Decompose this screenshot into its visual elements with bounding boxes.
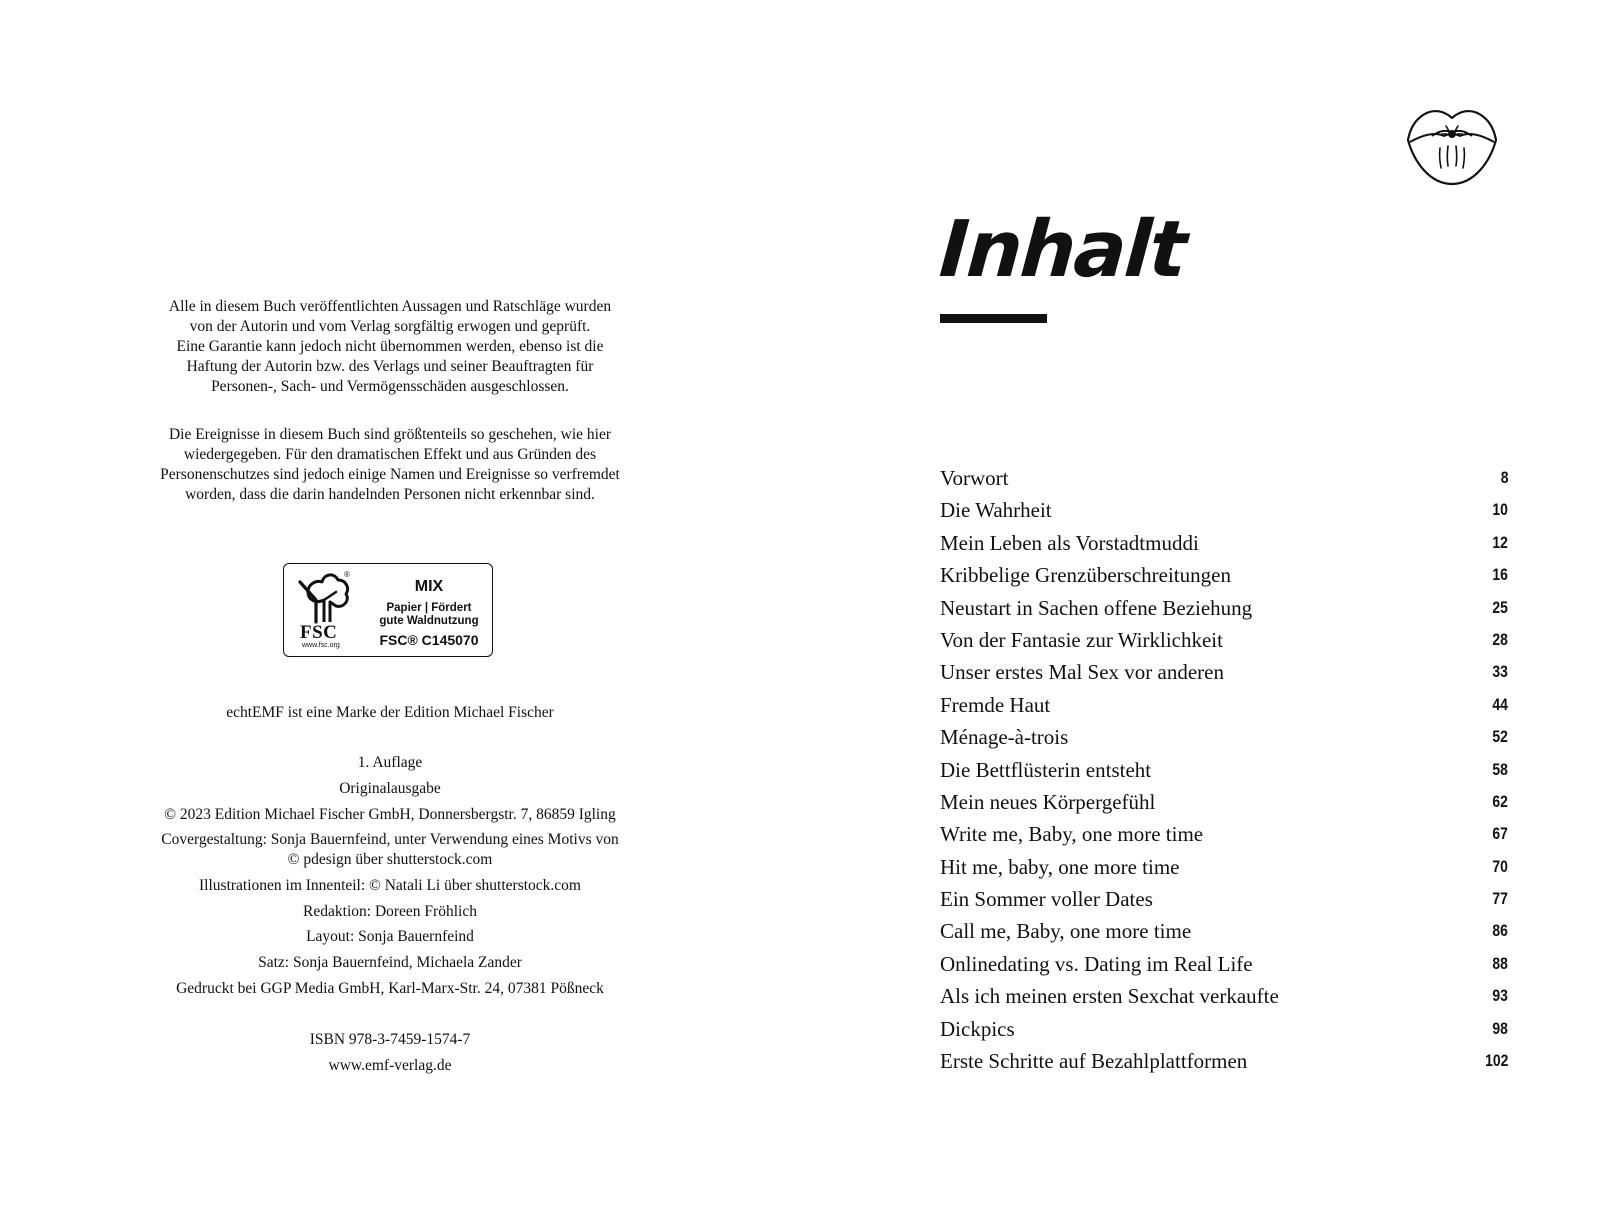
toc-entry-page: 70 — [1492, 856, 1508, 876]
toc-entry-page: 58 — [1492, 759, 1508, 779]
toc-entry-title: Von der Fantasie zur Wirklichkeit — [940, 627, 1223, 652]
toc-entry — [940, 883, 1508, 915]
toc-entry-page: 86 — [1492, 921, 1508, 941]
toc-entry-page: 77 — [1492, 889, 1508, 909]
toc-entry — [940, 786, 1508, 818]
toc-entry-page: 10 — [1492, 500, 1508, 520]
toc-entry-page: 67 — [1492, 824, 1508, 844]
disclaimer-line: von der Autorin und vom Verlag sorgfältig erwogen und geprüft. — [189, 318, 591, 335]
imprint-page — [120, 0, 660, 1211]
events-note-line: Die Ereignisse in diesem Buch sind größtenteils so geschehen, wie hier — [168, 426, 612, 443]
fsc-registered-mark: ® — [344, 570, 350, 579]
toc-entry-title: Onlinedating vs. Dating im Real Life — [940, 951, 1253, 976]
disclaimer-line: Haftung der Autorin bzw. des Verlags und seiner Beauftragten für — [186, 358, 594, 375]
toc-entry-title: Kribbelige Grenzüberschreitungen — [940, 563, 1231, 588]
toc-entry-page: 33 — [1492, 662, 1508, 682]
events-note-line: worden, dass die darin handelnden Personen nicht erkennbar sind. — [185, 486, 595, 503]
toc-entry-title: Mein neues Körpergefühl — [940, 789, 1156, 814]
illustrations-credit: Illustrationen im Innenteil: © Natali Li über shutterstock.com — [199, 877, 581, 894]
toc-entry — [940, 754, 1508, 786]
toc-entry — [940, 656, 1508, 688]
fsc-logo-word: FSC — [300, 622, 338, 643]
toc-entry-page: 8 — [1500, 468, 1508, 487]
disclaimer-line: Alle in diesem Buch veröffentlichten Aussagen und Ratschläge wurden — [168, 298, 612, 315]
brand-note: echtEMF ist eine Marke der Edition Michael Fischer — [226, 704, 554, 721]
toc-entry — [940, 1013, 1508, 1045]
disclaimer-line: Eine Garantie kann jedoch nicht übernommen werden, ebenso ist die — [176, 338, 604, 355]
toc-entry — [940, 1045, 1508, 1077]
toc-entry — [940, 721, 1508, 753]
toc-entry — [940, 559, 1508, 591]
toc-entry-page: 16 — [1492, 565, 1508, 585]
toc-entry — [940, 689, 1508, 721]
toc-entry — [940, 462, 1508, 494]
toc-list — [940, 462, 1508, 1077]
publisher-website: www.emf-verlag.de — [328, 1057, 452, 1074]
toc-entry-title: Ménage-à-trois — [940, 725, 1069, 750]
toc-entry-title: Neustart in Sachen offene Beziehung — [940, 595, 1253, 620]
toc-entry-page: 25 — [1492, 597, 1508, 617]
fsc-license-code: FSC® C145070 — [379, 632, 479, 648]
cover-credit-line: © pdesign über shutterstock.com — [287, 851, 493, 868]
toc-entry-title: Die Bettflüsterin entsteht — [940, 757, 1152, 782]
toc-entry-page: 88 — [1492, 953, 1508, 973]
fsc-logo-url: www.fsc.org — [302, 642, 340, 649]
toc-entry — [940, 624, 1508, 656]
toc-entry-page: 12 — [1492, 532, 1508, 552]
fsc-label — [283, 563, 493, 657]
toc-entry-title: Erste Schritte auf Bezahlplattformen — [940, 1049, 1248, 1074]
copyright-line: © 2023 Edition Michael Fischer GmbH, Donnersbergstr. 7, 86859 Igling — [164, 806, 616, 823]
toc-entry-title: Mein Leben als Vorstadtmuddi — [940, 530, 1199, 555]
toc-entry — [940, 980, 1508, 1012]
toc-entry-page: 62 — [1492, 791, 1508, 811]
fsc-description-line: Papier | Fördert — [386, 602, 472, 614]
cover-credit-line: Covergestaltung: Sonja Bauernfeind, unter Verwendung eines Motivs von — [161, 831, 619, 848]
toc-entry-title: Call me, Baby, one more time — [940, 919, 1192, 944]
cover-credit — [120, 830, 660, 870]
toc-entry-page: 102 — [1484, 1051, 1508, 1071]
toc-entry-title: Unser erstes Mal Sex vor anderen — [940, 660, 1224, 685]
toc-entry-page: 93 — [1492, 986, 1508, 1006]
toc-entry — [940, 915, 1508, 947]
toc-entry-title: Als ich meinen ersten Sexchat verkaufte — [940, 984, 1279, 1009]
toc-entry-title: Dickpics — [940, 1016, 1015, 1041]
toc-entry — [940, 948, 1508, 980]
toc-entry-title: Write me, Baby, one more time — [940, 822, 1204, 847]
toc-entry-page: 98 — [1492, 1018, 1508, 1038]
toc-entry — [940, 527, 1508, 559]
toc-entry-title: Ein Sommer voller Dates — [940, 887, 1153, 912]
toc-entry — [940, 494, 1508, 526]
toc-entry-title: Vorwort — [940, 466, 1009, 490]
fsc-mix-label: MIX — [414, 578, 444, 595]
toc-entry-title: Hit me, baby, one more time — [940, 854, 1180, 879]
events-note-paragraph — [120, 425, 660, 505]
toc-entry — [940, 818, 1508, 850]
events-note-line: Personenschutzes sind jedoch einige Namen und Ereignisse so verfremdet — [160, 466, 620, 483]
isbn: ISBN 978-3-7459-1574-7 — [309, 1031, 471, 1048]
events-note-line: wiedergegeben. Für den dramatischen Effekt und aus Gründen des — [183, 446, 597, 463]
toc-entry-page: 28 — [1492, 629, 1508, 649]
disclaimer-line: Personen-, Sach- und Vermögensschäden ausgeschlossen. — [211, 378, 569, 395]
edition-line: 1. Auflage — [357, 754, 423, 771]
layout-credit: Layout: Sonja Bauernfeind — [306, 928, 474, 945]
fsc-description — [369, 602, 489, 628]
toc-entry-page: 52 — [1492, 727, 1508, 747]
toc-heading: Inhalt — [936, 205, 1188, 295]
toc-entry — [940, 592, 1508, 624]
toc-entry-title: Fremde Haut — [940, 692, 1051, 717]
toc-entry — [940, 851, 1508, 883]
typesetting-credit: Satz: Sonja Bauernfeind, Michaela Zander — [258, 954, 522, 971]
toc-heading-rule — [940, 314, 1047, 323]
original-edition-line: Originalausgabe — [339, 780, 441, 797]
toc-entry-page: 44 — [1492, 694, 1508, 714]
printing-credit: Gedruckt bei GGP Media GmbH, Karl-Marx-Str. 24, 07381 Pößneck — [176, 980, 604, 997]
disclaimer-paragraph — [120, 297, 660, 397]
fsc-description-line: gute Waldnutzung — [379, 615, 479, 627]
toc-page — [936, 0, 1510, 1211]
editing-credit: Redaktion: Doreen Fröhlich — [303, 903, 477, 920]
toc-entry-title: Die Wahrheit — [940, 498, 1052, 523]
